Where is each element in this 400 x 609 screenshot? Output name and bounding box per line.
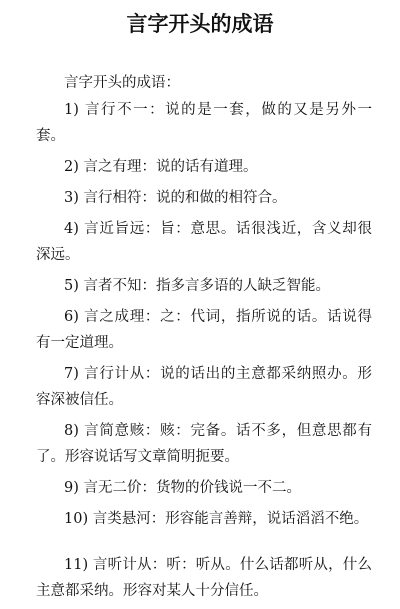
idiom-entry: 7) 言行计从：说的话出的主意都采纳照办。形容深被信任。: [36, 366, 372, 408]
idiom-entry: 5) 言者不知：指多言多语的人缺乏智能。: [64, 278, 330, 294]
idiom-entry: 3) 言行相符：说的和做的相符合。: [64, 190, 287, 206]
idiom-entry: 1) 言行不一：说的是一套，做的又是另外一套。: [36, 102, 372, 144]
idiom-entry: 10) 言类悬河：形容能言善辩，说话滔滔不绝。: [64, 511, 369, 527]
idiom-entry: 11) 言听计从：听：听从。什么话都听从，什么主意都采纳。形容对某人十分信任。: [36, 557, 372, 599]
intro-text: 言字开头的成语：: [64, 75, 180, 91]
idiom-entry: 6) 言之成理：之：代词，指所说的话。话说得有一定道理。: [36, 309, 372, 351]
idiom-entry: 2) 言之有理：说的话有道理。: [64, 159, 258, 175]
idiom-entry: 9) 言无二价：货物的价钱说一不二。: [64, 480, 301, 496]
page-title: 言字开头的成语: [126, 12, 274, 36]
idiom-entry: 8) 言简意赅：赅：完备。话不多，但意思都有了。形容说话写文章简明扼要。: [36, 423, 372, 465]
idiom-entry: 4) 言近旨远：旨：意思。话很浅近，含义却很深远。: [36, 221, 372, 263]
idiom-list: [36, 97, 372, 609]
